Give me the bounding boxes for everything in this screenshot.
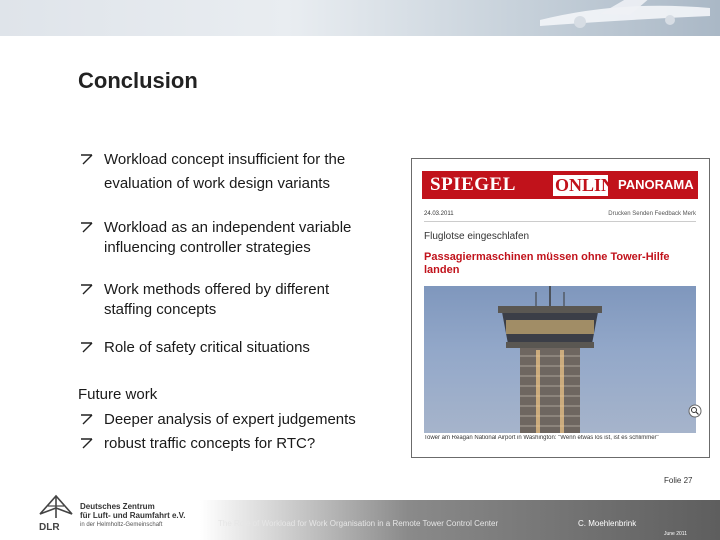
- bullet-line: Workload concept insufficient for the: [104, 151, 346, 168]
- online-logo: ONLINE: [555, 175, 627, 195]
- future-work-item: [78, 434, 398, 454]
- bullet-line: Work methods offered by different: [104, 281, 330, 298]
- bullet-line: staffing concepts: [104, 301, 217, 318]
- presentation-author: C. Moehlenbrink: [578, 519, 637, 528]
- bullet-item: [78, 150, 398, 198]
- org-name-line1: Deutsches Zentrum: [80, 502, 155, 511]
- article-headline: Passagiermaschinen müssen ohne Tower-Hilfe landen: [424, 251, 670, 276]
- airplane-icon: [520, 0, 720, 36]
- article-date: 24.03.2011: [424, 211, 454, 217]
- photo-caption: Tower am Reagan National Airport in Washington: "Wenn etwas los ist, ist es schlimmer": [424, 435, 659, 441]
- presentation-title: The Role of Workload for Work Organisation in a Remote Tower Control Center: [218, 519, 499, 528]
- arrow-bullet-icon: [78, 282, 96, 296]
- future-work-item: [78, 410, 398, 430]
- presentation-date: June 2011: [664, 531, 687, 537]
- article-kicker: Fluglotse eingeschlafen: [424, 231, 530, 242]
- bullet-item: [78, 218, 398, 258]
- bullet-line: Workload as an independent variable: [104, 219, 352, 236]
- spiegel-header: [422, 171, 698, 199]
- spiegel-logo: SPIEGEL: [430, 174, 516, 195]
- arrow-bullet-icon: [78, 152, 96, 166]
- bullet-line: influencing controller strategies: [104, 239, 311, 256]
- news-screenshot: [411, 158, 710, 458]
- header-banner: [0, 0, 720, 36]
- bullet-line: evaluation of work design variants: [104, 175, 330, 192]
- bullet-line: Role of safety critical situations: [104, 339, 310, 356]
- arrow-bullet-icon: [78, 436, 96, 450]
- article-nav: Drucken Senden Feedback Merk: [608, 211, 696, 217]
- article-meta: [424, 211, 696, 222]
- dlr-logo-icon: [36, 488, 76, 532]
- org-name-line3: in der Helmholtz-Gemeinschaft: [80, 522, 163, 528]
- control-tower-illustration: [424, 286, 696, 433]
- future-work-heading: Future work: [78, 386, 158, 403]
- future-work-text: Deeper analysis of expert judgements: [104, 411, 356, 428]
- svg-text:DLR: DLR: [39, 522, 60, 532]
- arrow-bullet-icon: [78, 340, 96, 354]
- arrow-bullet-icon: [78, 412, 96, 426]
- future-work-text: robust traffic concepts for RTC?: [104, 435, 316, 452]
- bullet-item: [78, 280, 398, 320]
- magnifier-icon[interactable]: [688, 404, 702, 418]
- tower-photo: [424, 286, 696, 433]
- slide-title: Conclusion: [78, 68, 198, 93]
- section-label: PANORAMA: [618, 177, 694, 192]
- online-logo-box: [552, 174, 627, 197]
- slide-number: Folie 27: [664, 476, 693, 485]
- bullet-item: [78, 338, 398, 358]
- arrow-bullet-icon: [78, 220, 96, 234]
- org-name-line2: für Luft- und Raumfahrt e.V.: [80, 511, 186, 520]
